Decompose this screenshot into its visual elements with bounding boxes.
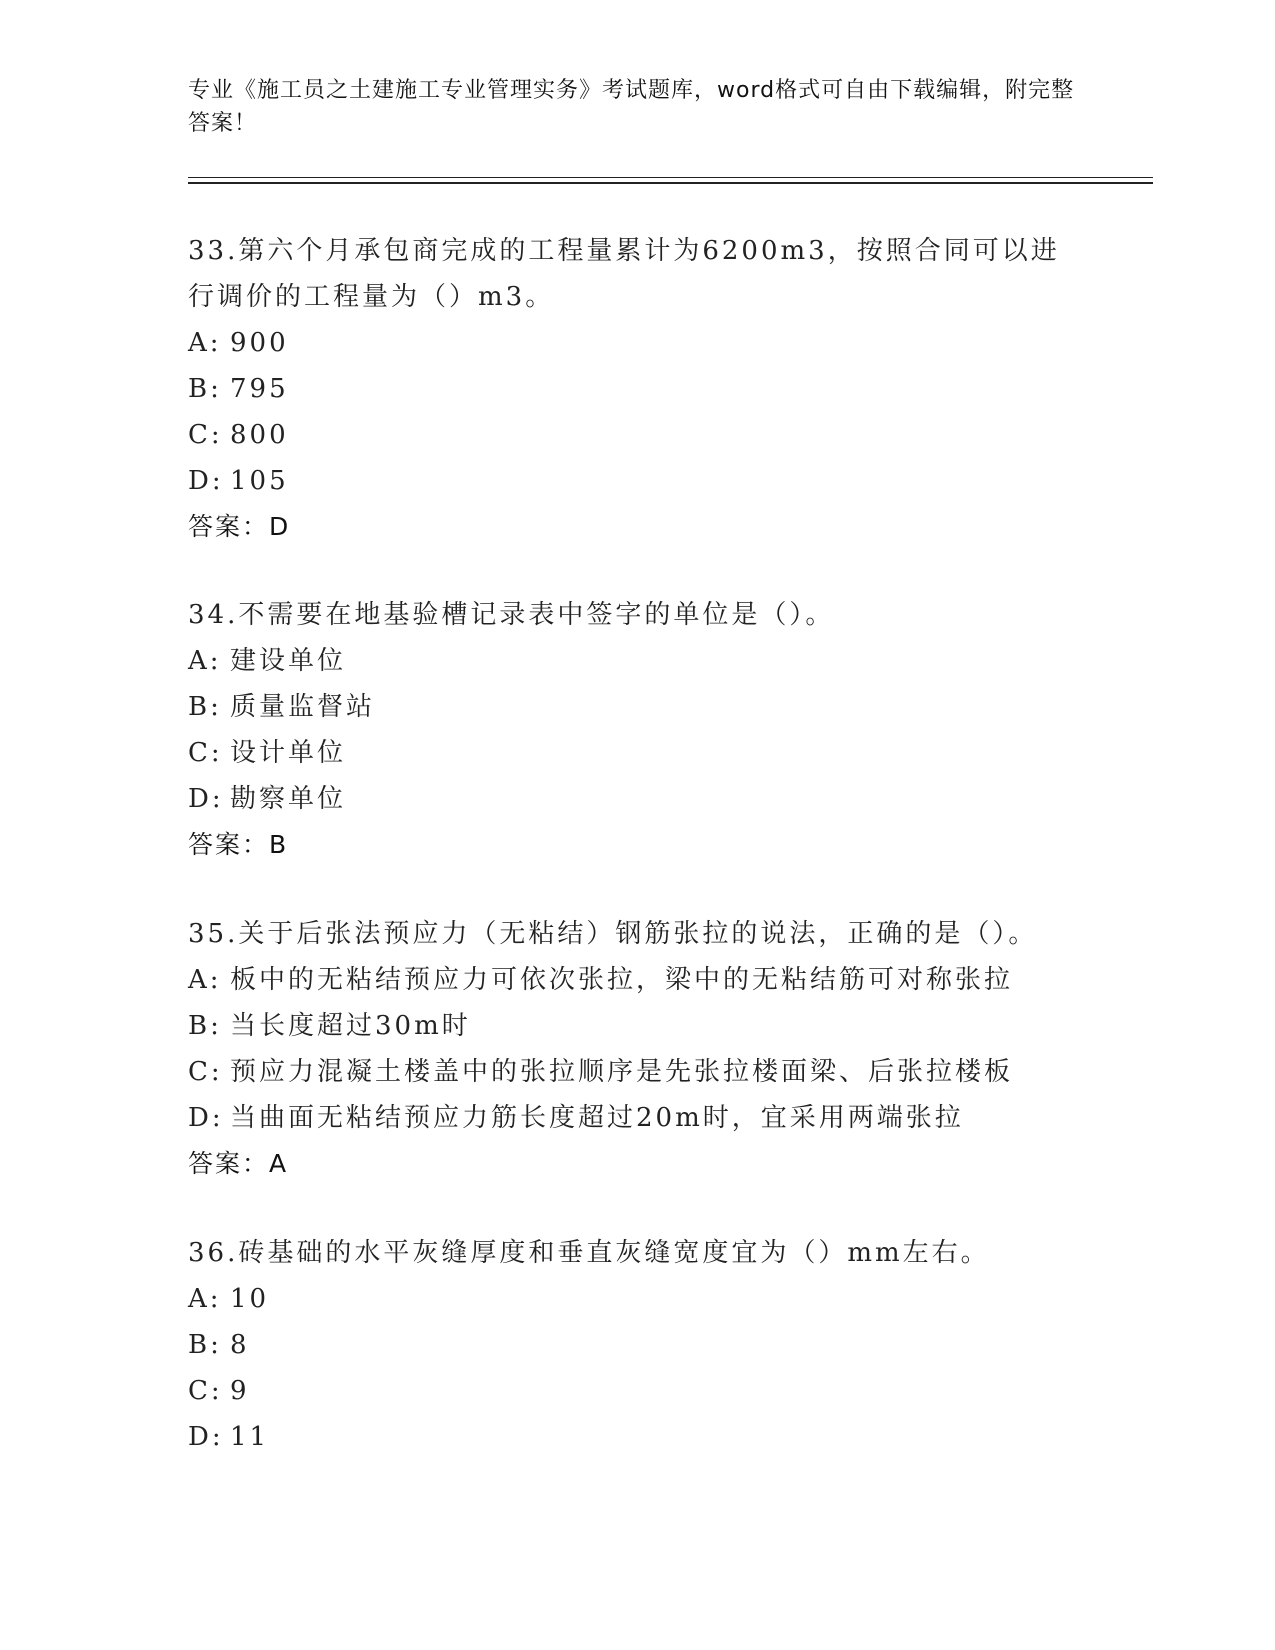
option-text: 795 xyxy=(230,374,289,404)
option-text: 预应力混凝土楼盖中的张拉顺序是先张拉楼面梁、后张拉楼板 xyxy=(230,1057,1014,1087)
option-letter: C: xyxy=(188,420,223,450)
question-stem: 36.砖基础的水平灰缝厚度和垂直灰缝宽度宜为（）mm左右。 xyxy=(188,1238,990,1268)
option-d xyxy=(188,1095,1088,1141)
option-letter: B: xyxy=(188,374,222,404)
option-letter: A: xyxy=(188,965,222,995)
option-b xyxy=(188,1003,1088,1049)
question-34 xyxy=(188,592,1088,868)
option-letter: C: xyxy=(188,1376,223,1406)
header-divider-top xyxy=(188,177,1153,178)
option-letter: A: xyxy=(188,1284,222,1314)
option-letter: D: xyxy=(188,466,224,496)
option-a xyxy=(188,957,1088,1003)
option-a xyxy=(188,1276,1088,1322)
option-text: 9 xyxy=(230,1376,250,1406)
option-text: 11 xyxy=(230,1422,270,1452)
option-letter: B: xyxy=(188,1011,222,1041)
option-text: 勘察单位 xyxy=(230,784,347,814)
option-d xyxy=(188,458,1088,504)
question-36 xyxy=(188,1230,1088,1460)
option-letter: D: xyxy=(188,1103,224,1133)
option-a xyxy=(188,320,1088,366)
header-intro-text: 专业《施工员之土建施工专业管理实务》考试题库，word格式可自由下载编辑，附完整答案！ xyxy=(188,78,1075,136)
option-letter: D: xyxy=(188,784,224,814)
question-stem: 33.第六个月承包商完成的工程量累计为6200m3，按照合同可以进行调价的工程量为（）m3。 xyxy=(188,236,1060,312)
option-c xyxy=(188,1368,1088,1414)
option-text: 质量监督站 xyxy=(230,692,376,722)
document-header xyxy=(188,74,1088,140)
option-a xyxy=(188,638,1088,684)
option-b xyxy=(188,1322,1088,1368)
option-b xyxy=(188,684,1088,730)
option-letter: A: xyxy=(188,646,222,676)
option-c xyxy=(188,1049,1088,1095)
header-divider-bottom xyxy=(188,182,1153,184)
option-text: 当曲面无粘结预应力筋长度超过20m时，宜采用两端张拉 xyxy=(230,1103,964,1133)
question-stem: 35.关于后张法预应力（无粘结）钢筋张拉的说法，正确的是（）。 xyxy=(188,919,1038,949)
answer-line: 答案：A xyxy=(188,1149,289,1178)
option-text: 建设单位 xyxy=(230,646,347,676)
option-letter: B: xyxy=(188,692,222,722)
option-c xyxy=(188,730,1088,776)
question-33 xyxy=(188,228,1088,550)
option-letter: B: xyxy=(188,1330,222,1360)
option-d xyxy=(188,1414,1088,1460)
option-text: 900 xyxy=(230,328,289,358)
answer-line: 答案：B xyxy=(188,830,289,859)
question-stem: 34.不需要在地基验槽记录表中签字的单位是（）。 xyxy=(188,600,835,630)
option-text: 105 xyxy=(230,466,289,496)
option-text: 8 xyxy=(230,1330,250,1360)
option-letter: C: xyxy=(188,738,223,768)
question-35 xyxy=(188,911,1088,1187)
option-text: 10 xyxy=(230,1284,270,1314)
option-text: 800 xyxy=(230,420,289,450)
answer-line: 答案：D xyxy=(188,512,291,541)
option-letter: D: xyxy=(188,1422,224,1452)
option-b xyxy=(188,366,1088,412)
option-letter: C: xyxy=(188,1057,223,1087)
option-text: 当长度超过30m时 xyxy=(230,1011,471,1041)
option-d xyxy=(188,776,1088,822)
option-c xyxy=(188,412,1088,458)
option-text: 板中的无粘结预应力可依次张拉，梁中的无粘结筋可对称张拉 xyxy=(230,965,1014,995)
option-text: 设计单位 xyxy=(230,738,347,768)
option-letter: A: xyxy=(188,328,222,358)
